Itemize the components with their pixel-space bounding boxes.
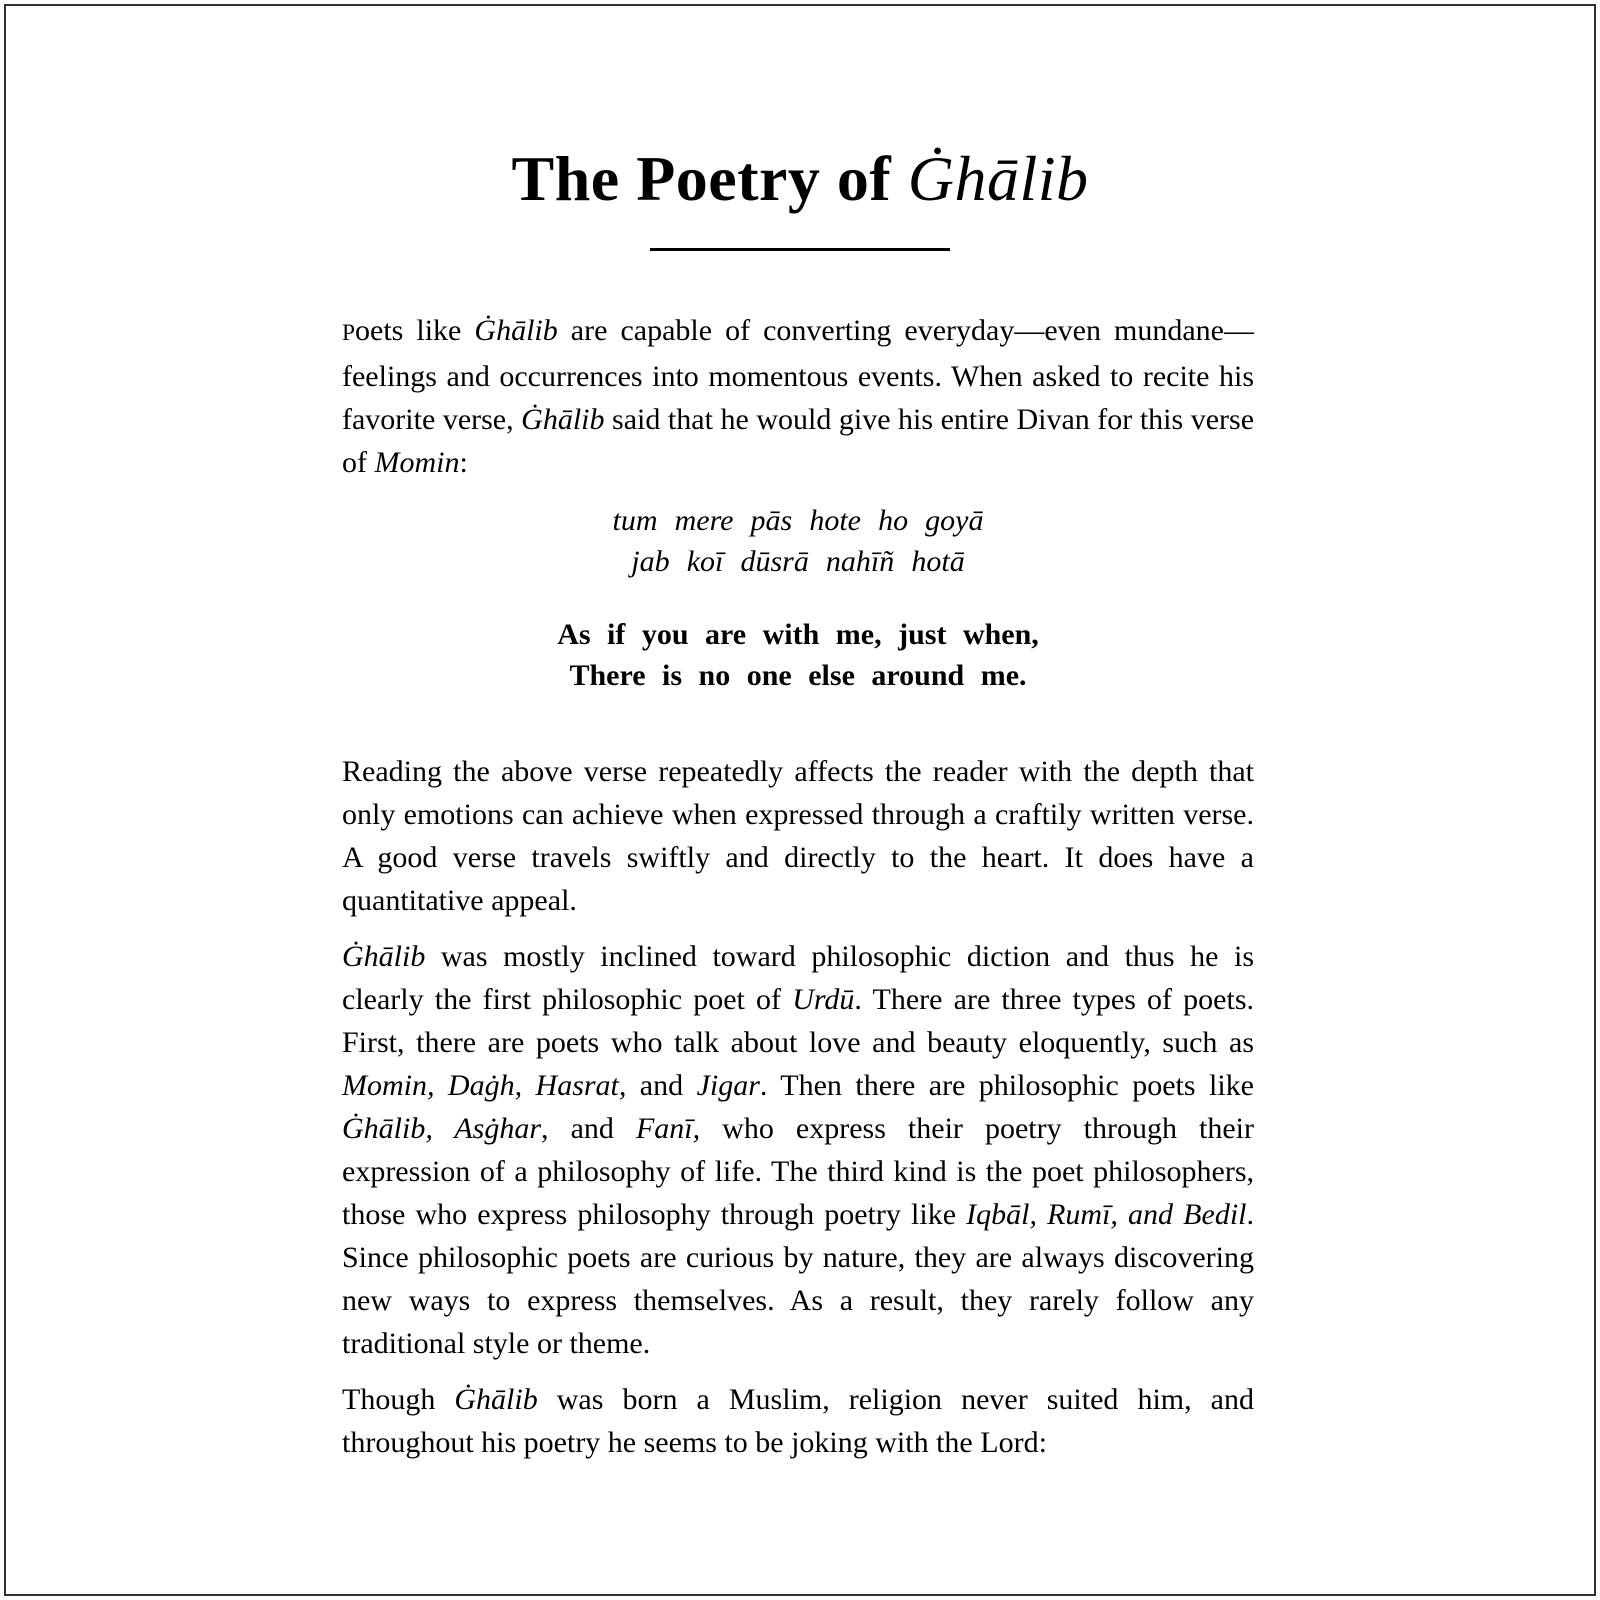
text-run: was born a Muslim, religion never suited him, and throughout his poetry he seems to be joking with the Lord:	[342, 1383, 1254, 1459]
english-translation-line-2: There is no one else around me.	[569, 659, 1027, 692]
text-run: are capable of converting everyday—even mundane—feelings and occurrences into momentous events. When asked to recite his favorite verse,	[342, 314, 1254, 436]
text-run: , and	[541, 1112, 636, 1145]
text-run: . There are three types of poets. First, there are poets who talk about love and beauty eloquently, such as	[342, 983, 1255, 1059]
title-divider-rule	[650, 248, 950, 251]
italic-text-run: Ġhālib, Asġhar	[342, 1112, 542, 1145]
english-translation	[342, 614, 1254, 696]
text-run: :	[459, 446, 468, 479]
page-title-italic-name: Ġhālib	[907, 143, 1089, 214]
italic-text-run: Fanī,	[635, 1112, 701, 1145]
text-run: P	[342, 320, 356, 346]
paragraph-reading	[342, 750, 1254, 922]
italic-text-run: Urdū	[792, 983, 855, 1016]
text-run: . Then there are philosophic poets like	[759, 1069, 1254, 1102]
page-title	[0, 142, 1600, 216]
paragraph-intro	[342, 309, 1254, 484]
text-run: who express their poetry through their expression of a philosophy of life. The third kind is the poet philosophers, those who express philosophy through poetry like	[342, 1112, 1254, 1231]
paragraph-religion	[342, 1378, 1254, 1464]
urdu-verse-line-2: jab koī dūsrā nahīñ hotā	[631, 545, 965, 578]
text-run: oets like	[355, 314, 475, 347]
paragraph-philosophic-poets	[342, 935, 1254, 1365]
italic-text-run: Ġhālib	[342, 940, 426, 973]
urdu-verse	[342, 500, 1254, 582]
italic-text-run: Momin	[374, 446, 460, 479]
page-title-regular: The Poetry of	[511, 143, 908, 214]
text-run: Reading the above verse repeatedly affects the reader with the depth that only emotions can achieve when expressed through a craftily written verse. A good verse travels swiftly and directly to the heart. It does have a quantitative appeal.	[342, 755, 1254, 917]
text-run: said that he would give his entire Divan for this verse of	[342, 403, 1255, 479]
italic-text-run: Jigar	[696, 1069, 760, 1102]
text-run: was mostly inclined toward philosophic diction and thus he is clearly the first philosophic poet of	[342, 940, 1254, 1016]
italic-text-run: Iqbāl, Rumī, and Bedil	[966, 1198, 1247, 1231]
text-run: Though	[342, 1383, 455, 1416]
urdu-verse-line-1: tum mere pās hote ho goyā	[612, 504, 984, 537]
text-run: . Since philosophic poets are curious by nature, they are always discovering new ways to express themselves. As a result, they rarely follow any traditional style or theme.	[342, 1198, 1254, 1360]
page-content	[342, 309, 1254, 1464]
italic-text-run: Momin, Daġh, Hasrat,	[342, 1069, 627, 1102]
text-run: and	[626, 1069, 697, 1102]
english-translation-line-1: As if you are with me, just when,	[557, 618, 1039, 651]
italic-text-run: Ġhālib	[474, 314, 558, 347]
italic-text-run: Ġhālib	[521, 403, 605, 436]
italic-text-run: Ġhālib	[454, 1383, 538, 1416]
